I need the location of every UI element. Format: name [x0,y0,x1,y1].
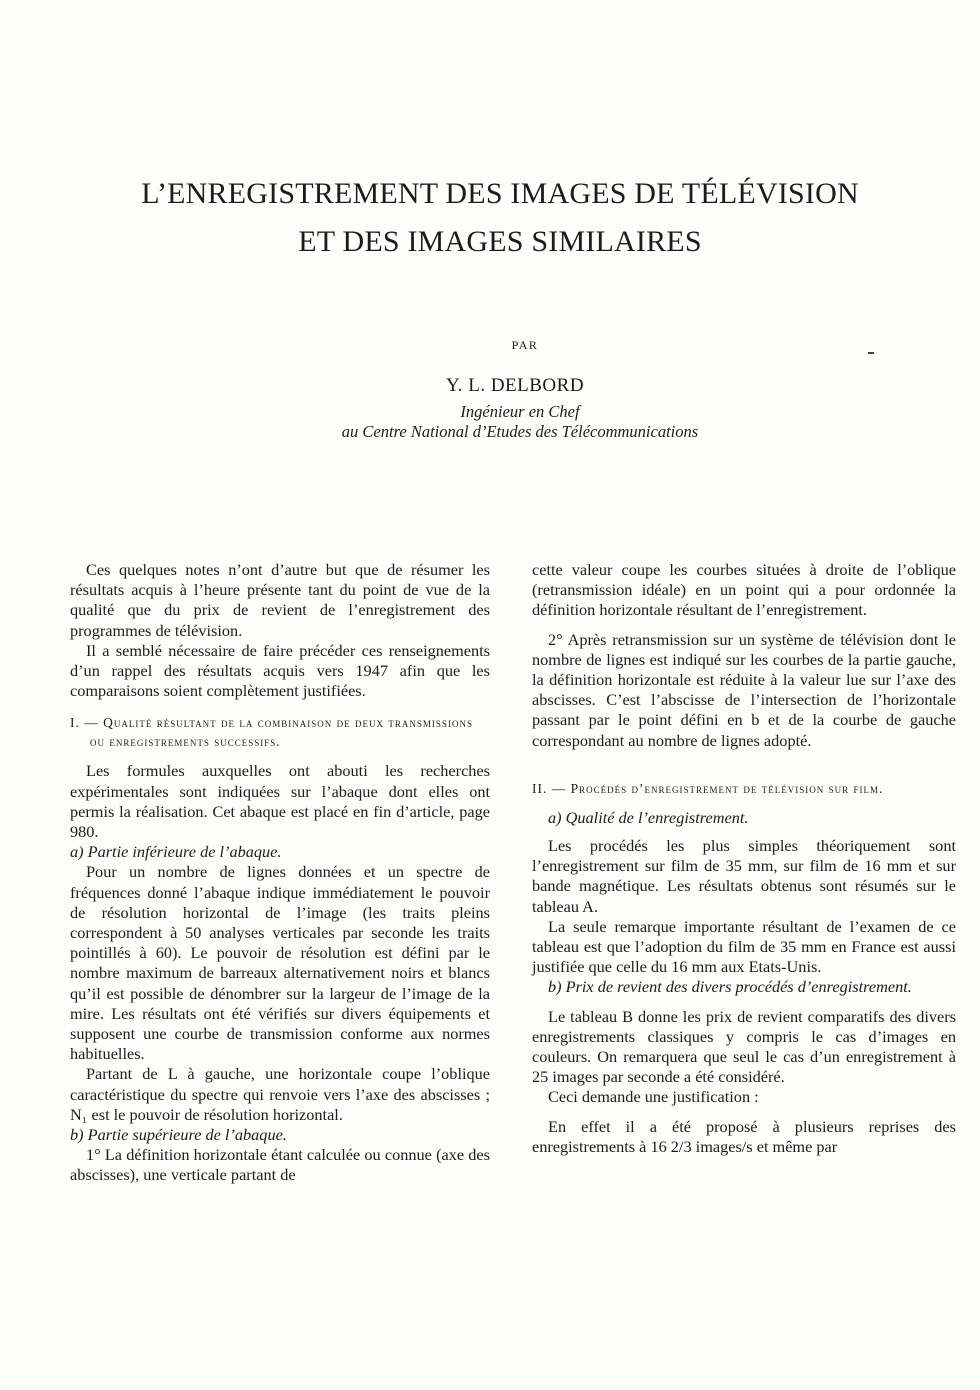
subsection-heading-b: b) Prix de revient des divers procédés d’enregistrement. [548,977,912,997]
intro-paragraph: Ces quelques notes n’ont d’autre but que de résumer les résultats acquis à l’heure présente tant du point de vue de la qualité que du prix de revient de l’enregistrement des programmes de télévision. [70,560,490,640]
subsection-heading-b: b) Partie supérieure de l’abaque. [70,1125,287,1145]
subsection-heading-a: a) Partie inférieure de l’abaque. [70,842,282,862]
author-institution: au Centre National d’Etudes des Télécommunications [341,422,699,441]
intro-paragraph-2: Il a semblé nécessaire de faire précéder ces renseignements d’un rappel des résultats acquis vers 1947 afin que les comparaisons soient complètement justifiées. [70,640,490,701]
byline-par: PAR [511,338,539,352]
article-title [100,170,900,266]
body-paragraph: Pour un nombre de lignes données et un spectre de fréquences donné l’abaque indique immédiatement le pouvoir de résolution horizontal de l’image (les traits pleins correspondent à 50 analyses verticales par seconde les traits pointillés à 60). Le pouvoir de résolution est défini par le nombre maximum de barreaux alternativement noirs et blancs qu’il est possible de dénombrer sur la largeur de l’image de la mire. Les résultats ont été vérifiés sur divers équipements et supposent une courbe de transmission conforme aux normes habituelles. [70,862,490,1064]
right-column [532,560,956,1157]
scan-mark [868,352,874,354]
body-paragraph: 2° Après retransmission sur un système de télévision dont le nombre de lignes est indiqué sur les courbes de la partie gauche, la définition horizontale est réduite à la valeur lue sur l’axe des abscisses. C’est l’abscisse de l’intersection de l’horizontale passant par le point défini en b et de la courbe de gauche correspondant au nombre de lignes adopté. [532,629,956,750]
title-line-2: ET DES IMAGES SIMILAIRES [298,225,702,259]
body-paragraph: La seule remarque importante résultant de l’examen de ce tableau est que l’adoption du film de 35 mm en France est aussi justifiée que celle du 16 mm aux Etats-Unis. [532,916,956,977]
author-role: Ingénieur en Chef [460,402,580,421]
body-paragraph: Les procédés les plus simples théoriquement sont l’enregistrement sur film de 35 mm, sur film de 16 mm et sur bande magnétique. Les résultats obtenus sont résumés sur le tableau A. [532,836,956,916]
body-paragraph: Ceci demande une justification : [548,1087,759,1107]
body-paragraph: Le tableau B donne les prix de revient comparatifs des divers enregistrements classiques y compris le cas d’images en couleurs. On remarquera que seul le cas d’un enregistrement à 25 images par seconde a été considéré. [532,1006,956,1087]
section-heading-1: I. — Qualité résultant de la combinaison de deux transmissions ou enregistrements successifs. [70,715,473,750]
subsection-heading-a: a) Qualité de l’enregistrement. [548,807,749,827]
body-paragraph: 1° La définition horizontale étant calculée ou connue (axe des abscisses), une verticale partant de [70,1145,490,1185]
body-paragraph: cette valeur coupe les courbes situées à droite de l’oblique (retransmission idéale) en un point qui a pour ordonnée la définition horizontale résultant de l’enregistrement. [532,560,956,620]
section-heading-2: II. — Procédés d’enregistrement de télévision sur film. [532,780,884,796]
title-line-1: L’ENREGISTREMENT DES IMAGES DE TÉLÉVISION [141,177,859,211]
author-affiliation [0,402,980,442]
left-column [70,560,490,1186]
body-paragraph: En effet il a été proposé à plusieurs reprises des enregistrements à 16 2/3 images/s et même par [532,1116,956,1156]
body-paragraph: Les formules auxquelles ont abouti les recherches expérimentales sont indiquées sur l’abaque dont elles ont permis la réalisation. Cet abaque est placé en fin d’article, page 980. [70,761,490,842]
body-paragraph: Partant de L à gauche, une horizontale coupe l’oblique caractéristique du spectre qui renvoie vers l’axe des abscisses ; N₁ est le pouvoir de résolution horizontal. [70,1064,490,1124]
author-name: Y. L. DELBORD [445,375,585,396]
